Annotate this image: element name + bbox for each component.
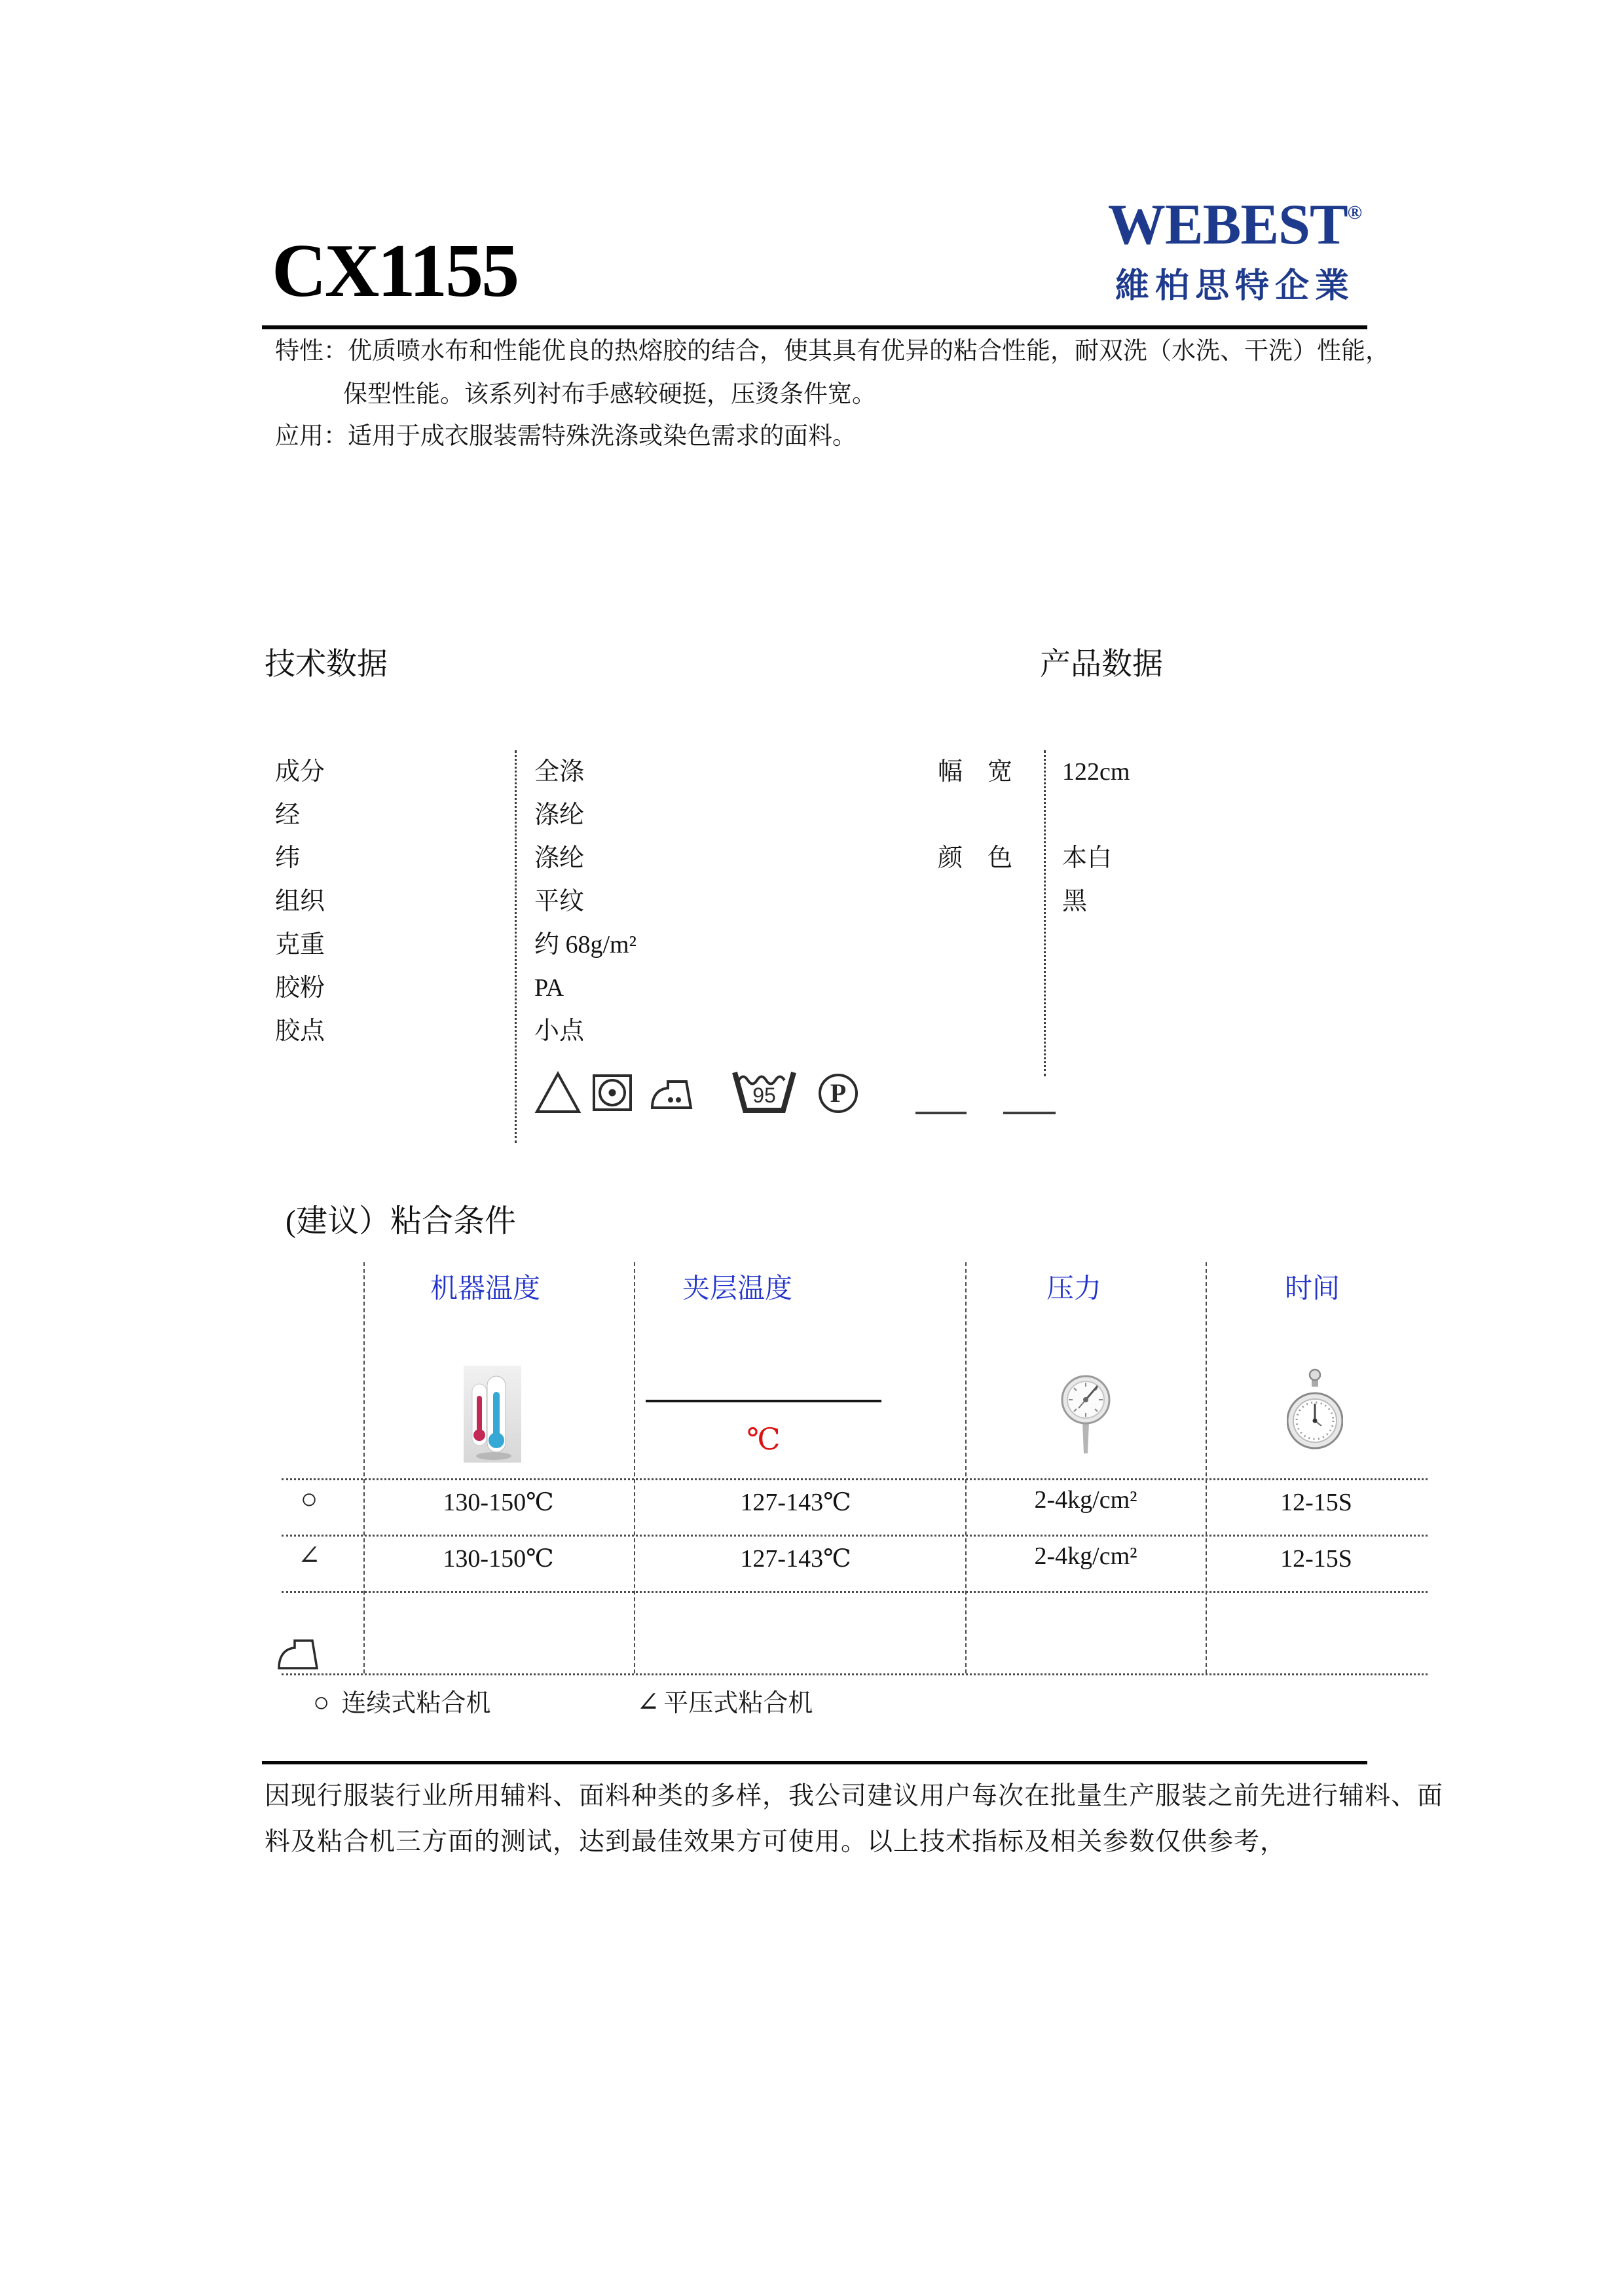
page-title: CX1155 <box>272 229 518 313</box>
machine-temp-value: 130-150℃ <box>443 1545 554 1573</box>
technical-data-heading: 技术数据 <box>265 647 388 682</box>
tech-value: 涤纶 <box>534 801 585 829</box>
tech-value: 约 68g/m² <box>534 931 637 958</box>
iron-icon <box>276 1631 320 1673</box>
footer-divider <box>262 1761 1367 1764</box>
bonding-col-divider <box>634 1262 635 1673</box>
legend-label-flat-press: 平压式粘合机 <box>663 1690 813 1717</box>
celsius-unit: ℃ <box>747 1423 781 1456</box>
technical-table-divider <box>515 750 517 1143</box>
bonding-row-divider <box>282 1673 1428 1675</box>
legend-symbol-circle: ○ <box>313 1688 330 1718</box>
header-divider <box>262 325 1367 329</box>
legend-continuous <box>313 1689 490 1717</box>
pressure-gauge-icon <box>1060 1362 1111 1467</box>
product-table-divider <box>1044 750 1046 1076</box>
tech-label: 组织 <box>275 888 325 915</box>
product-width-label: 幅 宽 <box>938 758 1013 786</box>
stopwatch-icon <box>1287 1368 1343 1457</box>
bonding-conditions-heading: (建议）粘合条件 <box>286 1204 516 1239</box>
legend-label-continuous: 连续式粘合机 <box>341 1690 491 1717</box>
dry-clean-p-icon <box>817 1072 859 1114</box>
application-label: 应用： <box>275 423 348 450</box>
product-color-label: 颜 色 <box>938 845 1013 872</box>
footer-note-line-2: 料及粘合机三方面的测试，达到最佳效果方可使用。以上技术指标及相关参数仅供参考， <box>265 1828 1287 1856</box>
product-color-value-1: 本白 <box>1062 845 1113 872</box>
logo-brand-text: WEBEST <box>1107 193 1348 257</box>
feature-text-1: 优质喷水布和性能优良的热熔胶的结合，使其具有优异的粘合性能，耐双洗（水洗、干洗）性能， <box>348 338 1390 365</box>
pressure-value: 2-4kg/cm² <box>1034 1542 1137 1570</box>
tech-value: PA <box>534 974 564 1002</box>
tech-label: 克重 <box>275 931 325 958</box>
application-line <box>275 424 857 448</box>
footer-note-line-1: 因现行服装行业所用辅料、面料种类的多样，我公司建议用户每次在批量生产服装之前先进行辅料、面 <box>265 1782 1444 1810</box>
iron-two-dots-icon <box>650 1074 694 1112</box>
tech-label: 纬 <box>275 845 301 872</box>
interlayer-temp-value: 127-143℃ <box>740 1489 851 1516</box>
pressure-value: 2-4kg/cm² <box>1034 1486 1137 1514</box>
logo-brand <box>1100 193 1370 257</box>
time-value: 12-15S <box>1280 1489 1352 1516</box>
wash-temperature-value: 95 <box>752 1084 776 1107</box>
registered-trademark-icon: ® <box>1347 202 1363 223</box>
product-width-value: 122cm <box>1062 758 1130 786</box>
machine-temp-value: 130-150℃ <box>443 1489 554 1516</box>
wash-95-icon <box>728 1066 800 1116</box>
header-time: 时间 <box>1284 1274 1340 1304</box>
tech-label: 经 <box>275 801 301 829</box>
tech-value: 全涤 <box>534 758 585 786</box>
tech-value: 平纹 <box>534 888 585 915</box>
bleach-triangle-icon <box>534 1070 581 1116</box>
header-interlayer-temp: 夹层温度 <box>682 1274 793 1304</box>
interlayer-temp-value: 127-143℃ <box>740 1545 851 1573</box>
feature-line-2: 保型性能。该系列衬布手感较硬挺，压烫条件宽。 <box>343 381 876 408</box>
row-symbol-flat-press: ∠ <box>297 1541 321 1571</box>
bonding-col-divider <box>965 1262 967 1673</box>
tech-label: 胶点 <box>275 1017 325 1045</box>
product-data-heading: 产品数据 <box>1040 647 1163 682</box>
bonding-row-divider <box>282 1478 1428 1480</box>
tech-value: 涤纶 <box>534 845 585 872</box>
interlayer-temp-line <box>646 1400 881 1402</box>
application-text: 适用于成衣服装需特殊洗涤或染色需求的面料。 <box>348 423 857 450</box>
header-machine-temp: 机器温度 <box>430 1274 541 1304</box>
company-logo <box>1100 193 1370 307</box>
blank-symbol-line-1 <box>915 1112 967 1114</box>
logo-company-name: 維柏思特企業 <box>1115 268 1355 305</box>
legend-symbol-angle: ∠ <box>637 1688 660 1718</box>
row-symbol-continuous: ○ <box>300 1483 318 1515</box>
feature-label: 特性： <box>275 338 348 365</box>
bonding-col-divider <box>363 1262 365 1673</box>
blank-symbol-line-2 <box>1003 1112 1056 1114</box>
header-pressure: 压力 <box>1046 1274 1102 1304</box>
time-value: 12-15S <box>1280 1545 1352 1573</box>
thermometer-icon <box>464 1366 521 1463</box>
bonding-col-divider <box>1206 1262 1207 1673</box>
tumble-dry-icon <box>592 1074 633 1112</box>
bonding-row-divider <box>282 1535 1428 1537</box>
tech-label: 成分 <box>275 758 325 786</box>
bonding-row-divider <box>282 1591 1428 1593</box>
dry-clean-letter: P <box>830 1078 847 1108</box>
feature-line-1 <box>275 339 1390 363</box>
legend-flat-press <box>637 1689 813 1717</box>
tech-value: 小点 <box>534 1017 585 1045</box>
tech-label: 胶粉 <box>275 974 325 1002</box>
product-color-value-2: 黑 <box>1062 888 1088 915</box>
